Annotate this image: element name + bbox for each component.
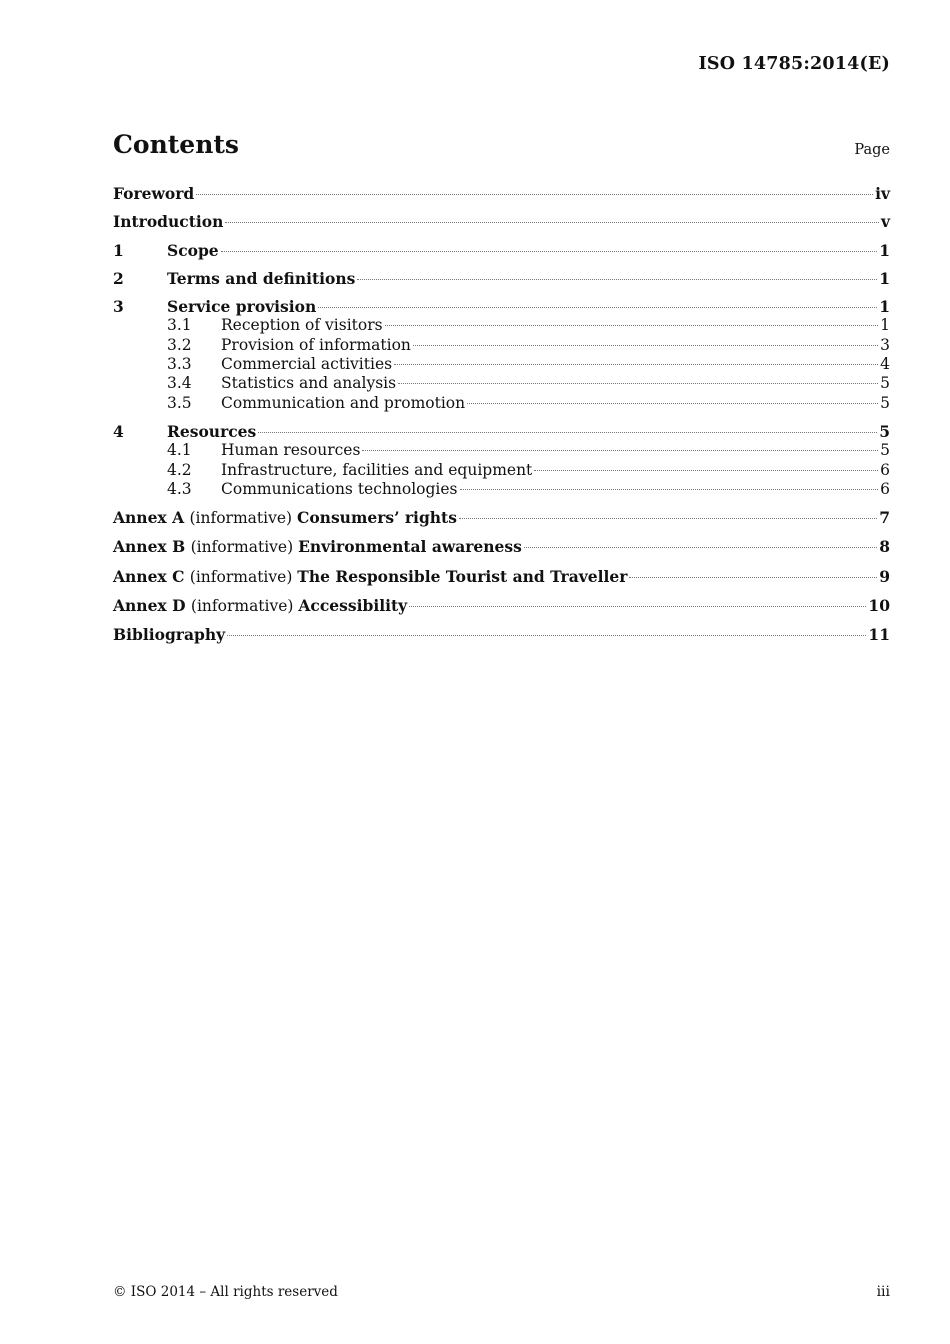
toc-entry-label: The Responsible Tourist and Traveller [297, 566, 628, 586]
toc-entry-page: 8 [879, 537, 890, 557]
dot-leader [460, 489, 879, 490]
toc-entry[interactable] [113, 241, 890, 260]
toc-entry-title [113, 625, 225, 644]
toc-entry-label: Bibliography [113, 625, 226, 645]
dot-leader [318, 307, 877, 308]
dot-leader [467, 403, 878, 404]
toc-entry-title [167, 241, 219, 260]
toc-entry-page: 5 [879, 421, 890, 441]
toc-entry[interactable] [113, 355, 890, 374]
toc-entry-title [221, 441, 360, 460]
annex-type: (informative) [190, 538, 299, 557]
toc-entry-title [221, 336, 411, 355]
toc-entry-label: Communications technologies [221, 479, 458, 498]
toc-entry-title [221, 316, 383, 335]
toc-entry-title [113, 508, 457, 528]
dot-leader [362, 450, 878, 451]
toc-entry-label: Consumers’ rights [297, 508, 457, 528]
toc-entry-number: 3 [113, 297, 124, 317]
toc-entry[interactable] [113, 422, 890, 441]
toc-entry-title [113, 567, 627, 587]
toc-entry-page: 5 [880, 441, 890, 460]
toc-entry-title [167, 422, 256, 441]
table-of-contents [113, 184, 890, 645]
toc-entry-number: 2 [113, 268, 124, 288]
page-column-label: Page [854, 142, 890, 158]
toc-entry-page: 7 [879, 508, 890, 528]
toc-entry-label: Statistics and analysis [221, 374, 397, 393]
toc-entry-label: Service provision [167, 297, 317, 317]
toc-entry[interactable] [113, 394, 890, 413]
annex-designation: Annex D [113, 596, 191, 616]
toc-entry[interactable] [113, 374, 890, 393]
dot-leader [524, 547, 877, 548]
toc-entry-label: Human resources [221, 441, 361, 460]
toc-entry-number: 3.1 [167, 316, 192, 335]
toc-entry-page: 6 [880, 460, 890, 479]
toc-entry[interactable] [113, 480, 890, 499]
toc-entry[interactable] [113, 269, 890, 288]
toc-entry-page: iv [875, 184, 890, 203]
toc-entry[interactable] [113, 441, 890, 460]
copyright-notice: © ISO 2014 – All rights reserved [113, 1284, 338, 1300]
toc-entry-number: 1 [113, 240, 124, 260]
toc-entry-label: Environmental awareness [298, 537, 522, 557]
toc-entry-title [113, 212, 223, 231]
dot-leader [534, 470, 878, 471]
toc-entry-label: Infrastructure, facilities and equipment [221, 460, 533, 479]
toc-entry-title [221, 480, 458, 499]
toc-entry-page: 1 [879, 240, 890, 260]
toc-entry-page: 1 [880, 316, 890, 335]
dot-leader [196, 194, 873, 195]
toc-entry-title [167, 269, 355, 288]
dot-leader [357, 279, 877, 280]
toc-entry-title [221, 355, 392, 374]
toc-entry-label: Provision of information [221, 335, 411, 354]
toc-entry-page: 9 [879, 566, 890, 586]
toc-entry[interactable] [113, 212, 890, 231]
toc-entry[interactable] [113, 508, 890, 528]
toc-entry-number: 4.3 [167, 479, 192, 498]
toc-entry-label: Resources [167, 421, 257, 441]
dot-leader [398, 383, 878, 384]
toc-entry[interactable] [113, 316, 890, 335]
toc-entry-page: 4 [880, 355, 890, 374]
toc-entry-title [167, 297, 316, 316]
toc-entry-label: Terms and definitions [167, 268, 356, 288]
page-number: iii [876, 1284, 890, 1300]
toc-entry-label: Reception of visitors [221, 316, 383, 335]
toc-entry-page: 6 [880, 479, 890, 498]
toc-entry[interactable] [113, 596, 890, 616]
toc-entry-page: 1 [879, 297, 890, 317]
dot-leader [629, 577, 877, 578]
toc-entry-page: v [880, 212, 890, 232]
toc-entry[interactable] [113, 184, 890, 203]
annex-designation: Annex A [113, 508, 190, 528]
toc-entry-number: 4.2 [167, 460, 192, 479]
toc-entry-title [221, 394, 465, 413]
toc-entry[interactable] [113, 461, 890, 480]
dot-leader [409, 606, 866, 607]
toc-entry-number: 4 [113, 421, 124, 441]
toc-entry-title [221, 461, 532, 480]
toc-entry-page: 3 [880, 335, 890, 354]
toc-entry-title [113, 184, 194, 203]
toc-entry-page: 5 [880, 374, 890, 393]
annex-type: (informative) [189, 567, 298, 586]
annex-type: (informative) [190, 597, 299, 616]
toc-entry-page: 1 [879, 268, 890, 288]
document-id: ISO 14785:2014(E) [698, 54, 890, 74]
toc-entry[interactable] [113, 336, 890, 355]
toc-entry[interactable] [113, 297, 890, 316]
toc-entry-number: 3.4 [167, 374, 192, 393]
toc-entry-label: Scope [167, 240, 219, 260]
toc-entry-title [221, 374, 396, 393]
toc-entry-label: Foreword [113, 184, 195, 203]
dot-leader [258, 432, 877, 433]
contents-title: Contents [113, 130, 240, 159]
toc-entry-title [113, 537, 522, 557]
dot-leader [413, 345, 878, 346]
toc-entry[interactable] [113, 537, 890, 557]
toc-entry-number: 3.2 [167, 335, 192, 354]
toc-entry[interactable] [113, 567, 890, 587]
annex-type: (informative) [189, 509, 297, 528]
toc-entry-number: 3.3 [167, 355, 192, 374]
toc-entry-page: 10 [868, 596, 890, 616]
toc-entry[interactable] [113, 625, 890, 644]
toc-entry-label: Accessibility [298, 596, 408, 616]
annex-designation: Annex C [113, 566, 190, 586]
toc-entry-number: 3.5 [167, 393, 192, 412]
dot-leader [221, 251, 878, 252]
toc-entry-title [113, 596, 407, 616]
toc-entry-label: Introduction [113, 212, 224, 232]
dot-leader [227, 635, 866, 636]
toc-entry-page: 5 [880, 393, 890, 412]
toc-entry-number: 4.1 [167, 441, 192, 460]
dot-leader [385, 325, 879, 326]
toc-entry-page: 11 [868, 625, 890, 645]
dot-leader [394, 364, 878, 365]
annex-designation: Annex B [113, 537, 191, 557]
dot-leader [459, 518, 877, 519]
dot-leader [225, 222, 879, 223]
toc-entry-label: Communication and promotion [221, 393, 466, 412]
toc-entry-label: Commercial activities [221, 355, 393, 374]
